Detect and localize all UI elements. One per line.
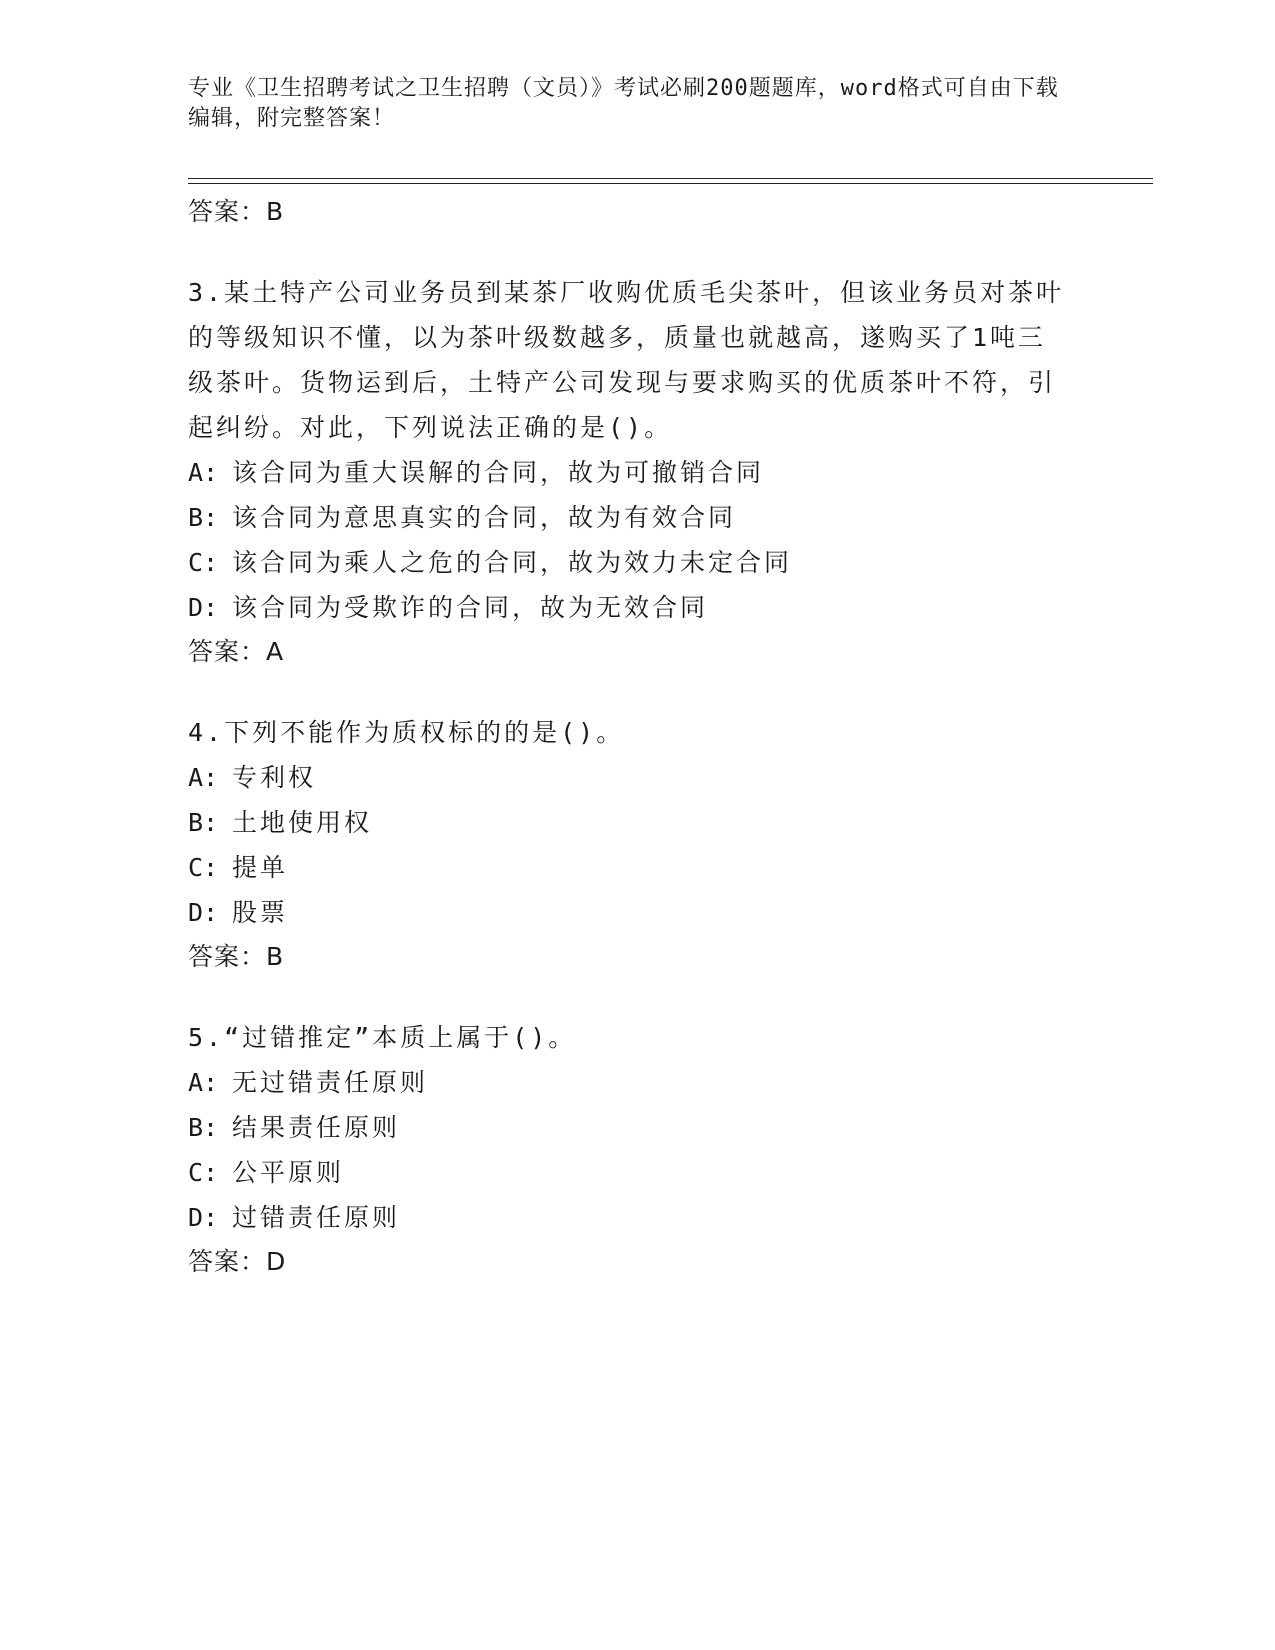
option-letter: C: <box>188 1158 219 1187</box>
answer-line: 答案：B <box>188 197 285 226</box>
question-list <box>188 190 1068 1284</box>
question-block-5 <box>188 1015 1068 1284</box>
option-text: 过错责任原则 <box>232 1203 401 1232</box>
option-text: 该合同为乘人之危的合同，故为效力未定合同 <box>232 548 793 577</box>
option-d <box>188 585 1068 630</box>
option-a <box>188 1060 1068 1105</box>
option-text: 专利权 <box>232 763 317 792</box>
option-a <box>188 755 1068 800</box>
option-text: 结果责任原则 <box>232 1113 401 1142</box>
question-block-4 <box>188 710 1068 979</box>
document-header: 专业《卫生招聘考试之卫生招聘（文员）》考试必刷200题题库，word格式可自由下载编辑，附完整答案！ <box>188 76 1059 131</box>
option-b <box>188 800 1068 845</box>
option-letter: D: <box>188 1203 219 1232</box>
option-d <box>188 1195 1068 1240</box>
header-divider-bottom <box>188 183 1153 184</box>
option-letter: A: <box>188 763 219 792</box>
option-letter: D: <box>188 898 219 927</box>
option-text: 提单 <box>232 853 289 882</box>
option-c <box>188 845 1068 890</box>
option-letter: A: <box>188 1068 219 1097</box>
option-letter: A: <box>188 458 219 487</box>
option-b <box>188 1105 1068 1150</box>
option-text: 股票 <box>232 898 289 927</box>
answer-line: 答案：B <box>188 942 285 971</box>
option-letter: C: <box>188 853 219 882</box>
option-letter: C: <box>188 548 219 577</box>
option-text: 公平原则 <box>232 1158 345 1187</box>
option-text: 该合同为重大误解的合同，故为可撤销合同 <box>232 458 765 487</box>
question-stem: 4.下列不能作为质权标的的是()。 <box>188 718 625 747</box>
option-c <box>188 1150 1068 1195</box>
option-letter: B: <box>188 503 219 532</box>
question-block-3 <box>188 270 1068 674</box>
option-a <box>188 450 1068 495</box>
option-text: 土地使用权 <box>232 808 373 837</box>
option-c <box>188 540 1068 585</box>
option-text: 该合同为意思真实的合同，故为有效合同 <box>232 503 737 532</box>
option-b <box>188 495 1068 540</box>
option-letter: B: <box>188 808 219 837</box>
option-letter: B: <box>188 1113 219 1142</box>
header-divider-top <box>188 178 1153 179</box>
answer-line: 答案：A <box>188 637 285 666</box>
answer-line: 答案：D <box>188 1247 287 1276</box>
question-stem: 5.“过错推定”本质上属于()。 <box>188 1023 577 1052</box>
option-d <box>188 890 1068 935</box>
option-text: 无过错责任原则 <box>232 1068 429 1097</box>
option-text: 该合同为受欺诈的合同，故为无效合同 <box>232 593 709 622</box>
option-letter: D: <box>188 593 219 622</box>
question-stem: 3.某土特产公司业务员到某茶厂收购优质毛尖茶叶，但该业务员对茶叶的等级知识不懂，以为茶叶级数越多，质量也就越高，遂购买了1吨三级茶叶。货物运到后，土特产公司发现与要求购买的优质茶叶不符，引起纠纷。对此，下列说法正确的是()。 <box>188 278 1065 442</box>
